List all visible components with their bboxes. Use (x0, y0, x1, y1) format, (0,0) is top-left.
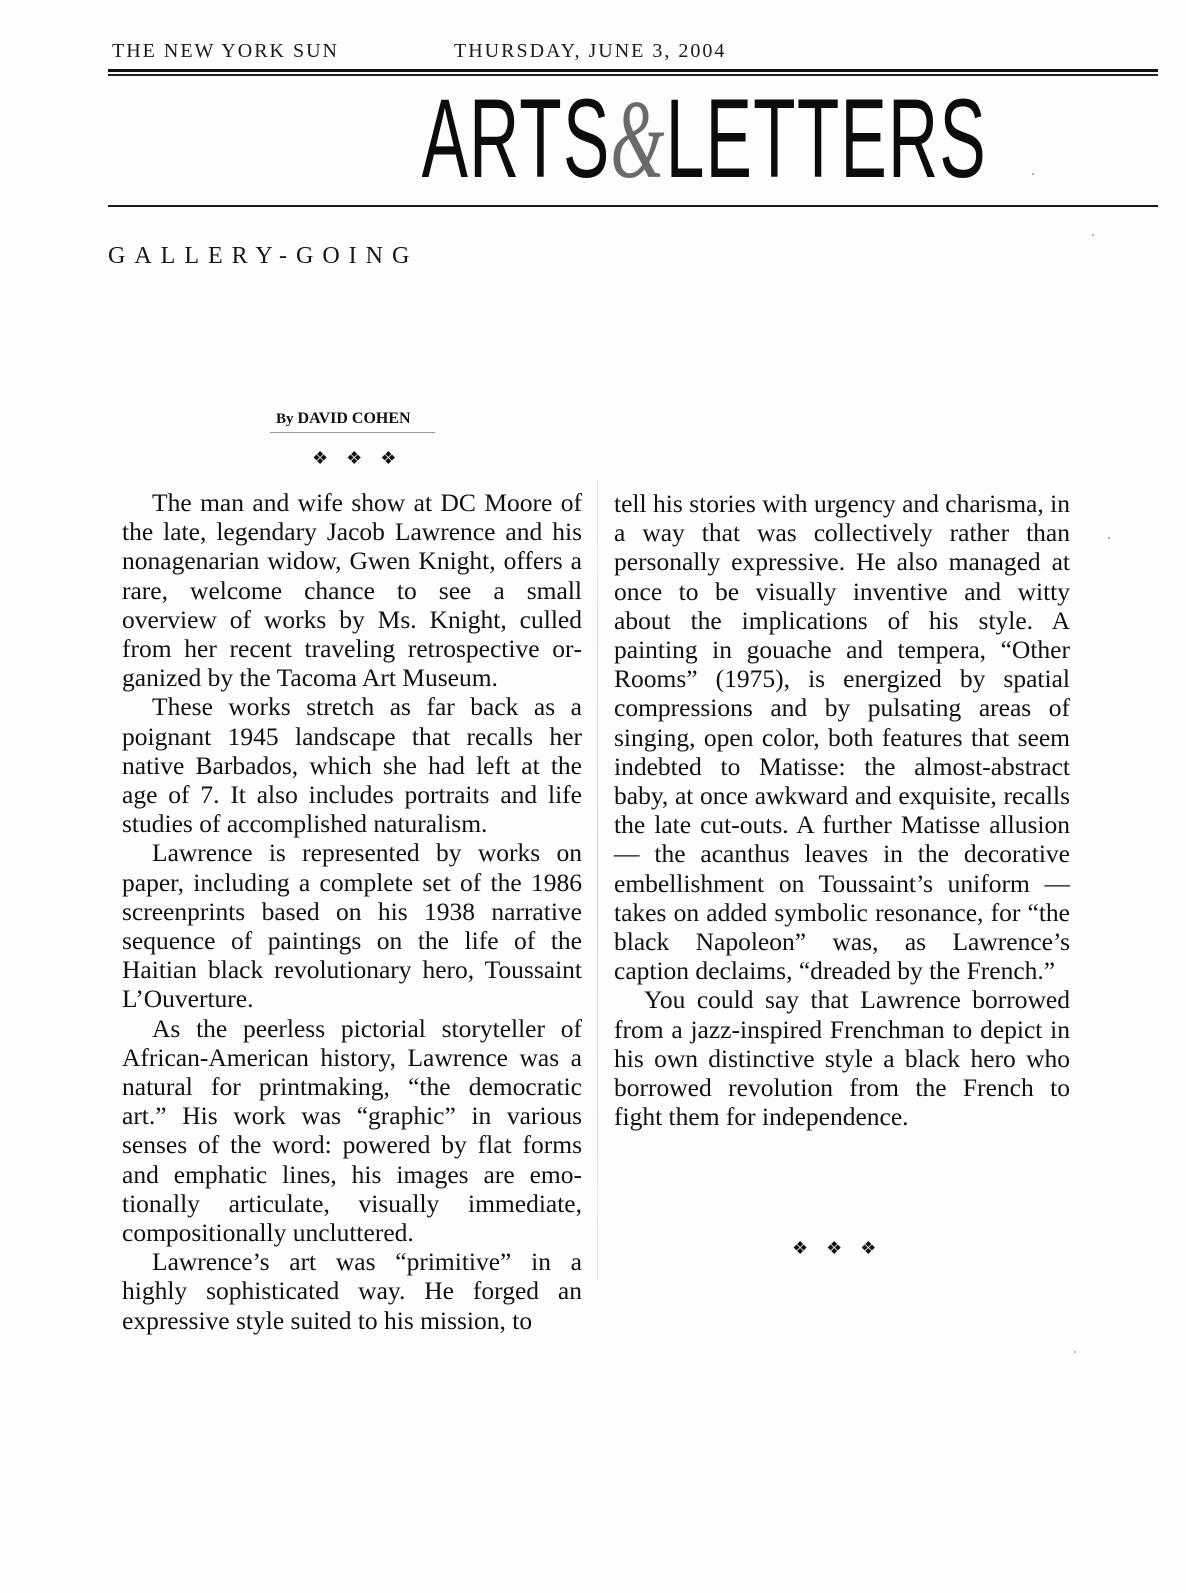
masthead (108, 40, 1158, 64)
section-rule (108, 205, 1158, 207)
rule-thick (108, 69, 1158, 72)
paragraph: You could say that Lawrence borrowed from a jazz-inspired Frenchman to depict in his own distinctive style a black hero who borrowed revolution from the French to fight them for independence. (614, 985, 1070, 1132)
byline (276, 410, 411, 428)
paragraph: These works stretch as far back as a poignant 1945 landscape that recalls her native Barbados, which she had left at the age of 7. It also includes portraits and life studies of accomplished naturalism. (122, 692, 582, 839)
paragraph: As the peerless pictorial storyteller of African-American history, Lawrence was a natural for printmaking, “the democratic art.” His work was “graphic” in various senses of the word: powered by flat forms and emphatic lines, his images are emotionally articulate, visually immediate, compositionally uncluttered. (122, 1013, 582, 1248)
column-kicker: GALLERY-GOING (108, 243, 419, 269)
ampersand-glyph: & (610, 78, 666, 202)
rule-thin (108, 74, 1158, 76)
section-title-arts: ARTS (421, 76, 611, 201)
scan-speck (1074, 1351, 1076, 1353)
paragraph: Lawrence is represented by works on paper, including a complete set of the 1986 screenprints based on his 1938 narrative sequence of paintings on the life of the Haitian black revolutionary hero, Toussaint L’Ouverture. (122, 838, 582, 1014)
column-divider (597, 480, 598, 1280)
masthead-double-rule (108, 69, 1158, 77)
ornament-dingbats-end: ❖❖❖ (792, 1238, 895, 1258)
section-title-letters: LETTERS (665, 76, 987, 201)
newspaper-name: THE NEW YORK SUN (112, 40, 339, 62)
byline-prefix: By (276, 411, 294, 427)
scan-speck (1108, 537, 1110, 539)
paragraph: Lawrence’s art was “primitive” in a highly sophisticated way. He forged an expressive style suited to his mission, to (122, 1247, 582, 1335)
byline-underline (270, 432, 435, 433)
byline-author: DAVID COHEN (297, 410, 411, 427)
scan-speck (1032, 173, 1034, 175)
paragraph-continued: tell his stories with urgency and charisma, in a way that was collectively rather than personally expressive. He also managed at once to be visually inventive and witty about the implications of his style. A painting in gouache and tempera, “Other Rooms” (1975), is energized by spatial compressions and by pulsating areas of singing, open color, both features that seem indebted to Matisse: the almost-abstract baby, at once awkward and exquisite, recalls the late cut-outs. A further Matisse allusion — the acanthus leaves in the decorative embellishment on Toussaint’s uniform — takes on added symbolic resonance, for “the black Napoleon” was, as Lawrence’s caption declaims, “dreaded by the French.” (614, 489, 1070, 986)
scan-speck (1092, 234, 1094, 236)
issue-date: THURSDAY, JUNE 3, 2004 (454, 40, 727, 62)
paragraph: The man and wife show at DC Moore of the late, legendary Jacob Lawrence and his nonagenarian widow, Gwen Knight, offers a rare, welcome chance to see a small overview of works by Ms. Knight, culled from her recent traveling retrospective organized by the Tacoma Art Museum. (122, 488, 582, 693)
section-title (421, 76, 987, 202)
article-column-left (122, 488, 582, 1335)
ornament-dingbats-top: ❖❖❖ (312, 448, 415, 468)
article-column-right (614, 489, 1070, 1131)
